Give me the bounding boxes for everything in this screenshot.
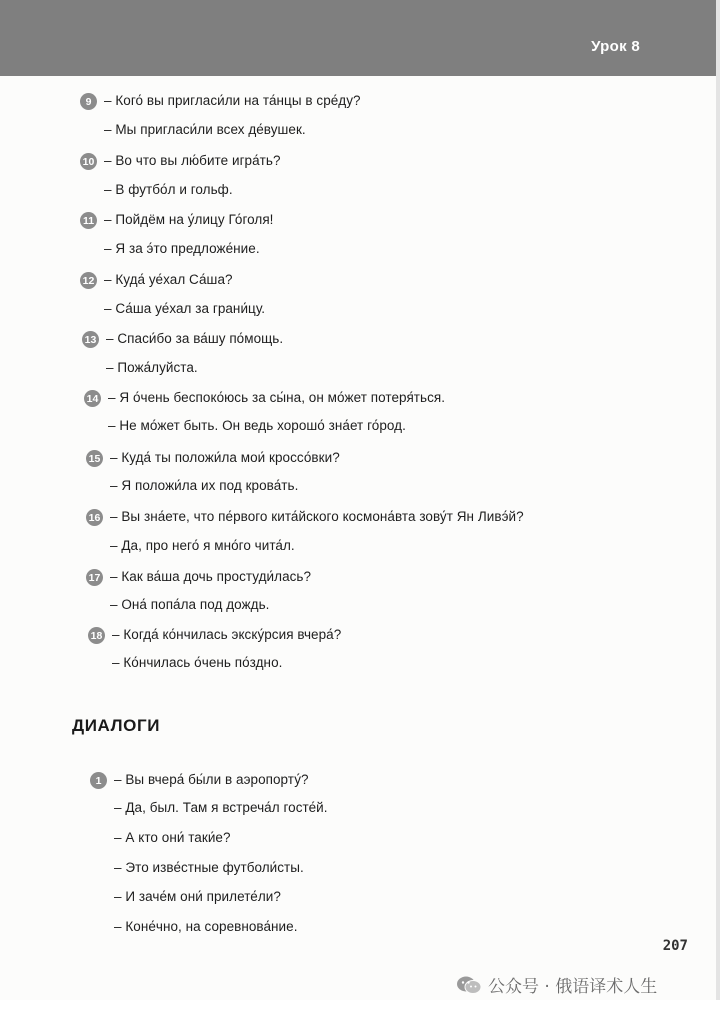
question-line: – Спаси́бо за ва́шу по́мощь. <box>106 331 284 346</box>
item-number-badge: 17 <box>86 569 103 586</box>
page-number: 207 <box>662 938 688 954</box>
question-line: – Куда́ уе́хал Са́ша? <box>104 272 233 287</box>
watermark <box>456 972 657 997</box>
dialog-line: – Это изве́стные футболи́сты. <box>114 860 304 875</box>
item-number-badge: 16 <box>86 509 103 526</box>
section-title-dialogs: ДИАЛОГИ <box>72 716 161 735</box>
item-number-badge: 14 <box>84 390 101 407</box>
item-number-badge: 15 <box>86 450 103 467</box>
answer-line: – Ко́нчилась о́чень по́здно. <box>112 655 283 670</box>
dialog-line: – Коне́чно, на соревнова́ние. <box>114 919 298 934</box>
question-line: – Кого́ вы пригласи́ли на та́нцы в сре́ду? <box>104 93 361 108</box>
lesson-title: Урок 8 <box>591 38 640 55</box>
item-number-badge: 13 <box>82 331 99 348</box>
item-number-badge: 12 <box>80 272 97 289</box>
answer-line: – Са́ша уе́хал за грани́цу. <box>104 301 266 316</box>
answer-line: – Пожа́луйста. <box>106 360 198 375</box>
question-line: – Как ва́ша дочь простуди́лась? <box>110 569 312 584</box>
item-number-badge: 10 <box>80 153 97 170</box>
question-line: – Вы зна́ете, что пе́рвого кита́йского космона́вта зову́т Ян Ливэ́й? <box>110 509 524 524</box>
answer-line: – Мы пригласи́ли всех де́вушек. <box>104 122 306 137</box>
item-number-badge: 18 <box>88 627 105 644</box>
wechat-icon <box>456 975 482 995</box>
question-line: – Куда́ ты положи́ла мои́ кроссо́вки? <box>110 450 340 465</box>
watermark-text: 公众号 · 俄语译术人生 <box>488 977 658 997</box>
answer-line: – Не мо́жет быть. Он ведь хорошо́ зна́ет го́род. <box>108 418 406 433</box>
question-line: – Во что вы лю́бите игра́ть? <box>104 153 281 168</box>
dialog-number-badge: 1 <box>90 772 107 789</box>
question-line: – Я о́чень беспоко́юсь за сы́на, он мо́жет потеря́ться. <box>108 390 446 405</box>
question-line: – Когда́ ко́нчилась экску́рсия вчера́? <box>112 627 342 642</box>
answer-line: – Я за э́то предложе́ние. <box>104 241 260 256</box>
item-number-badge: 9 <box>80 93 97 110</box>
dialog-line: – А кто они́ таки́е? <box>114 830 231 845</box>
answer-line: – Я положи́ла их под крова́ть. <box>110 478 299 493</box>
answer-line: – В футбо́л и гольф. <box>104 182 233 197</box>
item-number-badge: 11 <box>80 212 97 229</box>
answer-line: – Она́ попа́ла под дождь. <box>110 597 270 612</box>
dialog-line: – Вы вчера́ бы́ли в аэропорту́? <box>114 772 309 787</box>
header-band <box>0 0 716 76</box>
dialog-line: – Да, был. Там я встреча́л госте́й. <box>114 800 328 815</box>
question-line: – Пойдём на у́лицу Го́голя! <box>104 212 274 227</box>
dialog-line: – И заче́м они́ прилете́ли? <box>114 889 281 904</box>
answer-line: – Да, про него́ я мно́го чита́л. <box>110 538 295 553</box>
